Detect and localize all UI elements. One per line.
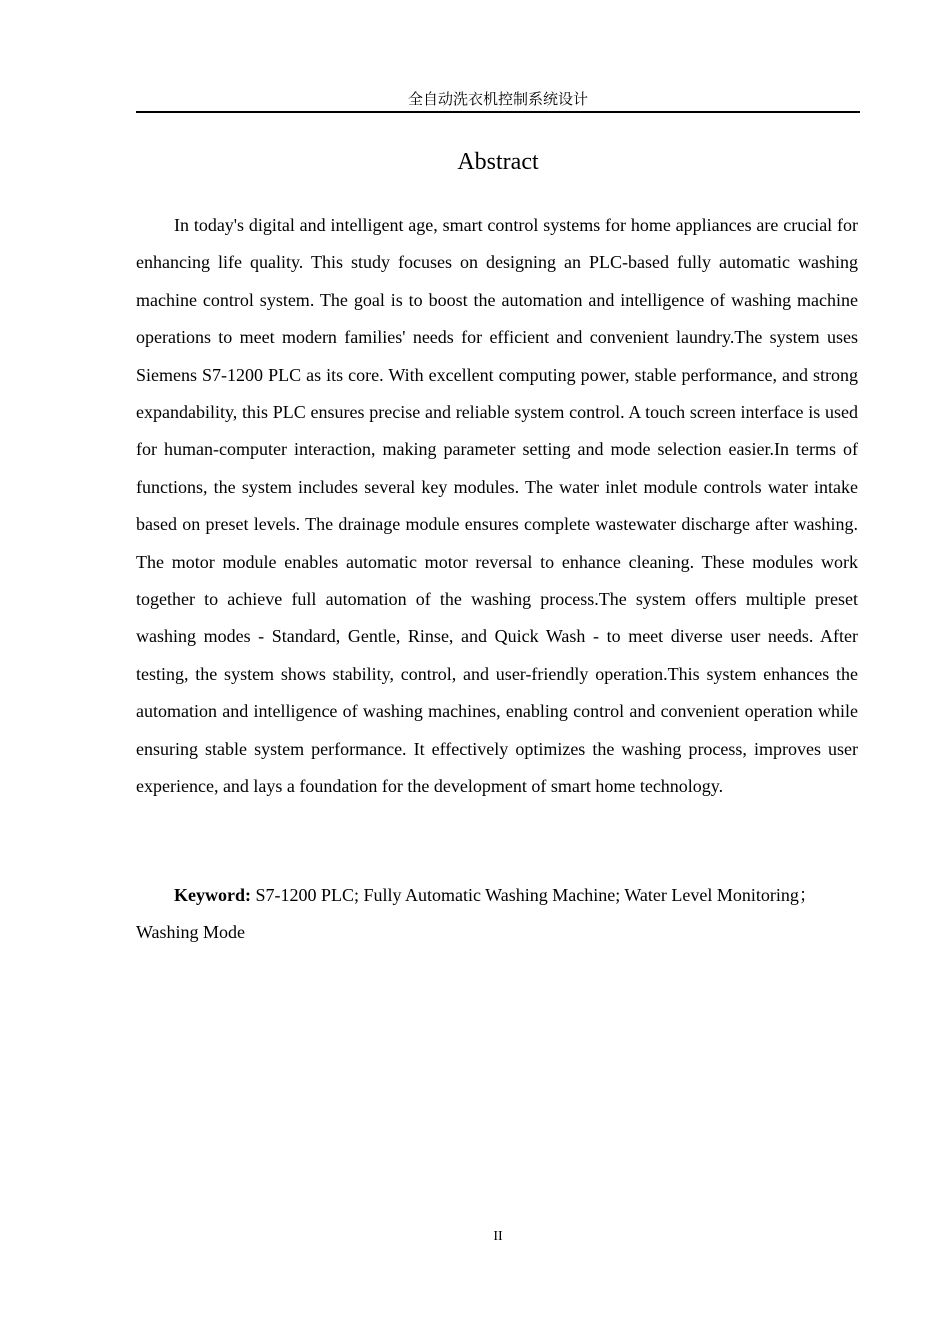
keywords-paragraph xyxy=(136,877,858,952)
header-title: 全自动洗衣机控制系统设计 xyxy=(407,90,588,108)
page-header xyxy=(136,90,860,113)
abstract-body: In today's digital and intelligent age, smart control systems for home appliances are crucial for enhancing life quality. This study focuses on designing an PLC-based fully automatic washing machine control system. The goal is to boost the automation and intelligence of washing machine operations to meet modern families' needs for efficient and convenient laundry.The system uses Siemens S7-1200 PLC as its core. With excellent computing power, stable performance, and strong expandability, this PLC ensures precise and reliable system control. A touch screen interface is used for human-computer interaction, making parameter setting and mode selection easier.In terms of functions, the system includes several key modules. The water inlet module controls water intake based on preset levels. The drainage module ensures complete wastewater discharge after washing. The motor module enables automatic motor reversal to enhance cleaning. These modules work together to achieve full automation of the washing process.The system offers multiple preset washing modes - Standard, Gentle, Rinse, and Quick Wash - to meet diverse user needs. After testing, the system shows stability, control, and user-friendly operation.This system enhances the automation and intelligence of washing machines, enabling control and convenient operation while ensuring stable system performance. It effectively optimizes the washing process, improves user experience, and lays a foundation for the development of smart home technology. xyxy=(136,215,858,797)
abstract-heading: Abstract xyxy=(457,149,539,175)
page-number: II xyxy=(493,1229,503,1244)
keywords-label: Keyword: xyxy=(174,885,251,905)
keywords-text: S7-1200 PLC; Fully Automatic Washing Machine; Water Level Monitoring；Washing Mode xyxy=(136,885,817,943)
